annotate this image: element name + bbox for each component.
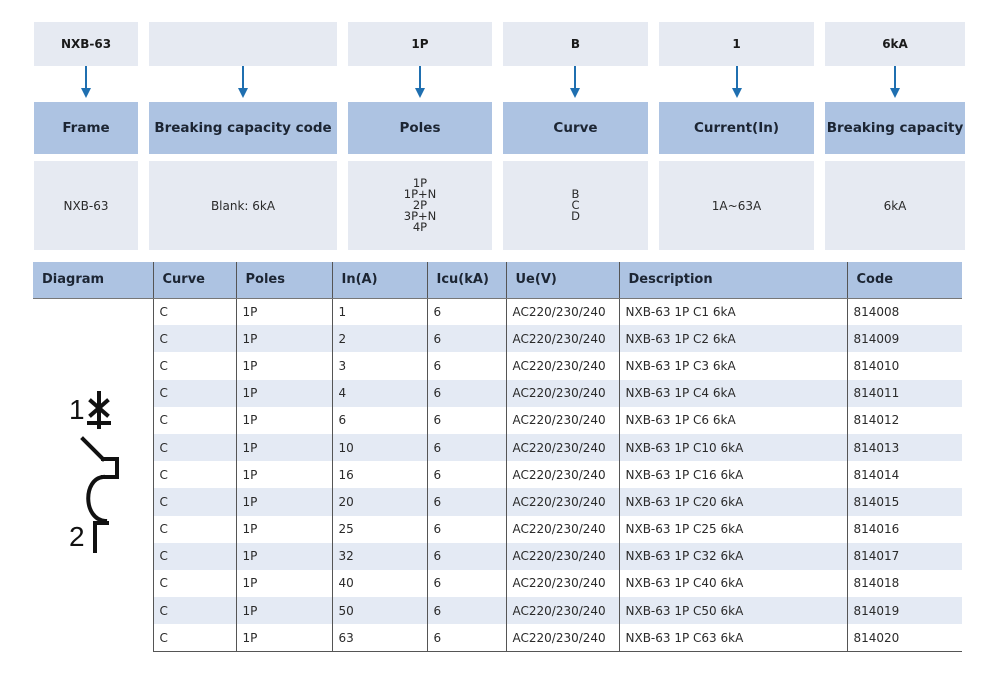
- breaker-lines: [83, 393, 117, 551]
- cell-code: 814018: [847, 570, 962, 597]
- cell-curve: C: [153, 488, 236, 515]
- cell-curve: C: [153, 407, 236, 434]
- code-value-breaking-capacity-code: [149, 22, 337, 66]
- cell-in: 63: [332, 624, 427, 651]
- cell-poles: 1P: [236, 516, 332, 543]
- cell-description: NXB-63 1P C3 6kA: [619, 352, 847, 379]
- cell-description: NXB-63 1P C50 6kA: [619, 597, 847, 624]
- cell-code: 814010: [847, 352, 962, 379]
- cell-in: 40: [332, 570, 427, 597]
- cell-poles: 1P: [236, 380, 332, 407]
- col-header-diagram: Diagram: [33, 262, 153, 298]
- cell-description: NXB-63 1P C4 6kA: [619, 380, 847, 407]
- circuit-breaker-symbol-icon: [63, 391, 123, 556]
- cell-description: NXB-63 1P C40 6kA: [619, 570, 847, 597]
- code-value-curve: B: [503, 22, 648, 66]
- col-header-curve: Curve: [153, 262, 236, 298]
- cell-ue: AC220/230/240: [506, 407, 619, 434]
- code-value-frame: NXB-63: [34, 22, 138, 66]
- cell-icu: 6: [427, 488, 506, 515]
- table-row: [33, 325, 962, 352]
- cell-icu: 6: [427, 543, 506, 570]
- cell-ue: AC220/230/240: [506, 461, 619, 488]
- table-row: [33, 570, 962, 597]
- table-header-row: [33, 262, 962, 298]
- cell-code: 814015: [847, 488, 962, 515]
- cell-poles: 1P: [236, 570, 332, 597]
- cell-ue: AC220/230/240: [506, 570, 619, 597]
- cell-code: 814013: [847, 434, 962, 461]
- cell-description: NXB-63 1P C10 6kA: [619, 434, 847, 461]
- spec-table: [33, 262, 962, 652]
- cell-code: 814016: [847, 516, 962, 543]
- cell-ue: AC220/230/240: [506, 543, 619, 570]
- table-row: [33, 624, 962, 651]
- table-row: [33, 488, 962, 515]
- cell-poles: 1P: [236, 624, 332, 651]
- option-poles: 1P 1P+N 2P 3P+N 4P: [348, 161, 492, 250]
- cell-in: 6: [332, 407, 427, 434]
- cell-in: 1: [332, 298, 427, 325]
- cell-curve: C: [153, 298, 236, 325]
- cell-description: NXB-63 1P C63 6kA: [619, 624, 847, 651]
- col-header-code: Code: [847, 262, 962, 298]
- cell-ue: AC220/230/240: [506, 488, 619, 515]
- cell-poles: 1P: [236, 597, 332, 624]
- cell-icu: 6: [427, 461, 506, 488]
- cell-description: NXB-63 1P C25 6kA: [619, 516, 847, 543]
- cell-ue: AC220/230/240: [506, 516, 619, 543]
- cell-curve: C: [153, 461, 236, 488]
- circuit-breaker-diagram: [33, 298, 153, 651]
- cell-icu: 6: [427, 325, 506, 352]
- cell-description: NXB-63 1P C20 6kA: [619, 488, 847, 515]
- table-row: [33, 298, 962, 325]
- cell-icu: 6: [427, 516, 506, 543]
- cell-in: 50: [332, 597, 427, 624]
- code-value-breaking-capacity: 6kA: [825, 22, 965, 66]
- header-frame: Frame: [34, 102, 138, 154]
- cell-curve: C: [153, 516, 236, 543]
- cell-icu: 6: [427, 380, 506, 407]
- cell-description: NXB-63 1P C6 6kA: [619, 407, 847, 434]
- option-frame: NXB-63: [34, 161, 138, 250]
- cell-icu: 6: [427, 434, 506, 461]
- cell-in: 10: [332, 434, 427, 461]
- table-row: [33, 407, 962, 434]
- header-breaking-capacity: Breaking capacity: [825, 102, 965, 154]
- cell-poles: 1P: [236, 488, 332, 515]
- option-current: 1A~63A: [659, 161, 814, 250]
- cell-ue: AC220/230/240: [506, 380, 619, 407]
- cell-code: 814009: [847, 325, 962, 352]
- cell-ue: AC220/230/240: [506, 352, 619, 379]
- code-value-current: 1: [659, 22, 814, 66]
- cell-in: 32: [332, 543, 427, 570]
- table-row: [33, 380, 962, 407]
- option-breaking-capacity-code: Blank: 6kA: [149, 161, 337, 250]
- col-header-icu: Icu(kA): [427, 262, 506, 298]
- cell-poles: 1P: [236, 298, 332, 325]
- cell-curve: C: [153, 570, 236, 597]
- cell-curve: C: [153, 543, 236, 570]
- cell-icu: 6: [427, 407, 506, 434]
- cell-poles: 1P: [236, 352, 332, 379]
- option-breaking-capacity: 6kA: [825, 161, 965, 250]
- cell-in: 4: [332, 380, 427, 407]
- table-row: [33, 516, 962, 543]
- cell-curve: C: [153, 434, 236, 461]
- terminal-label-bottom: 2: [68, 520, 85, 552]
- terminal-label-top: 1: [68, 393, 85, 425]
- header-breaking-capacity-code: Breaking capacity code: [149, 102, 337, 154]
- col-header-description: Description: [619, 262, 847, 298]
- cell-code: 814019: [847, 597, 962, 624]
- col-header-ue: Ue(V): [506, 262, 619, 298]
- table-row: [33, 543, 962, 570]
- cell-curve: C: [153, 624, 236, 651]
- table-row: [33, 461, 962, 488]
- table-row: [33, 352, 962, 379]
- col-header-in: In(A): [332, 262, 427, 298]
- cell-code: 814012: [847, 407, 962, 434]
- header-curve: Curve: [503, 102, 648, 154]
- cell-description: NXB-63 1P C32 6kA: [619, 543, 847, 570]
- cell-curve: C: [153, 325, 236, 352]
- cell-code: 814020: [847, 624, 962, 651]
- cell-curve: C: [153, 380, 236, 407]
- col-header-poles: Poles: [236, 262, 332, 298]
- cell-code: 814008: [847, 298, 962, 325]
- cell-ue: AC220/230/240: [506, 325, 619, 352]
- cell-poles: 1P: [236, 407, 332, 434]
- cell-ue: AC220/230/240: [506, 597, 619, 624]
- cell-in: 3: [332, 352, 427, 379]
- table-row: [33, 597, 962, 624]
- cell-ue: AC220/230/240: [506, 298, 619, 325]
- cell-code: 814014: [847, 461, 962, 488]
- cell-in: 25: [332, 516, 427, 543]
- cell-description: NXB-63 1P C2 6kA: [619, 325, 847, 352]
- option-curve: B C D: [503, 161, 648, 250]
- code-value-poles: 1P: [348, 22, 492, 66]
- cell-icu: 6: [427, 298, 506, 325]
- cell-icu: 6: [427, 624, 506, 651]
- cell-ue: AC220/230/240: [506, 434, 619, 461]
- cell-ue: AC220/230/240: [506, 624, 619, 651]
- cell-code: 814011: [847, 380, 962, 407]
- cell-in: 20: [332, 488, 427, 515]
- cell-icu: 6: [427, 352, 506, 379]
- header-poles: Poles: [348, 102, 492, 154]
- cell-icu: 6: [427, 570, 506, 597]
- cell-poles: 1P: [236, 461, 332, 488]
- cell-curve: C: [153, 352, 236, 379]
- cell-in: 16: [332, 461, 427, 488]
- header-current: Current(In): [659, 102, 814, 154]
- cell-description: NXB-63 1P C1 6kA: [619, 298, 847, 325]
- cell-poles: 1P: [236, 543, 332, 570]
- cell-code: 814017: [847, 543, 962, 570]
- cell-icu: 6: [427, 597, 506, 624]
- cell-description: NXB-63 1P C16 6kA: [619, 461, 847, 488]
- cell-poles: 1P: [236, 434, 332, 461]
- table-row: [33, 434, 962, 461]
- cell-curve: C: [153, 597, 236, 624]
- cell-in: 2: [332, 325, 427, 352]
- cell-poles: 1P: [236, 325, 332, 352]
